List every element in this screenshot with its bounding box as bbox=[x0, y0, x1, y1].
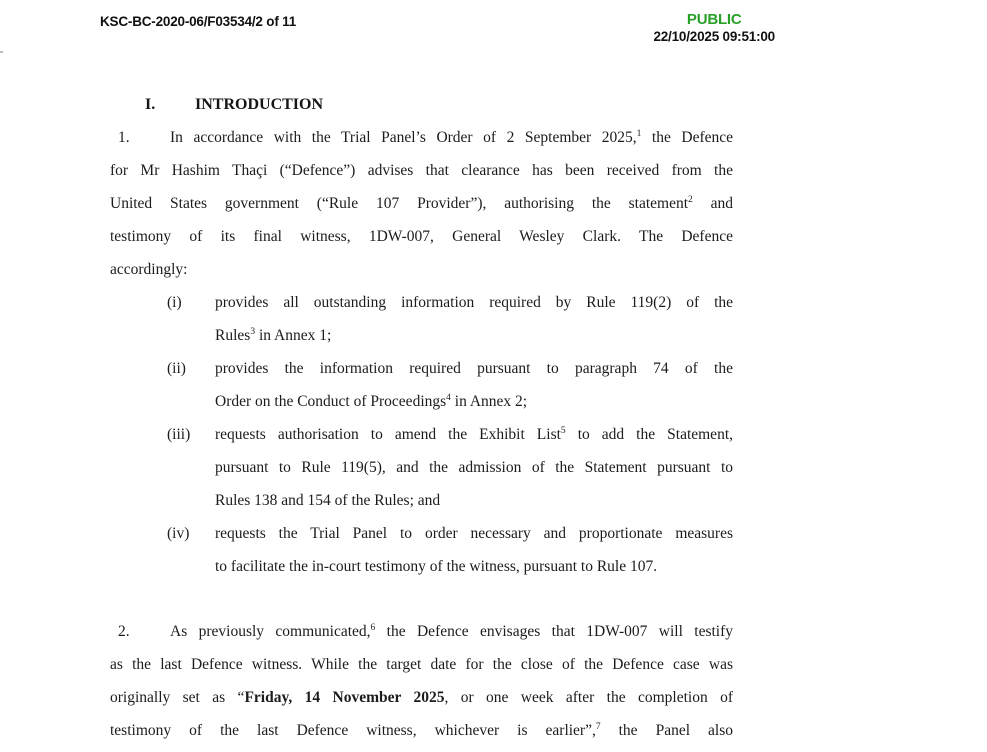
list-item bbox=[110, 352, 733, 418]
section-title: INTRODUCTION bbox=[195, 96, 324, 113]
text-line bbox=[110, 451, 733, 484]
text-run: Rules bbox=[215, 327, 251, 344]
header-case-reference: KSC-BC-2020-06/F03534/2 of 11 bbox=[100, 14, 297, 29]
text-run: the Defence envisages that 1DW-007 will testify bbox=[375, 623, 734, 640]
list-item bbox=[110, 286, 733, 352]
text-run: In accordance with the Trial Panel’s Order of 2 September 2025, bbox=[170, 129, 637, 146]
text-line bbox=[110, 154, 733, 187]
footnote-ref: 2 bbox=[688, 194, 693, 205]
text-run: provides the information required pursuant to paragraph 74 of the bbox=[215, 360, 733, 377]
footnote-ref: 5 bbox=[560, 425, 566, 436]
text-run: in Annex 1; bbox=[255, 327, 332, 344]
list-marker: (i) bbox=[167, 294, 182, 311]
text-line bbox=[110, 714, 733, 747]
footnote-ref: 4 bbox=[446, 392, 451, 403]
document-blocks bbox=[110, 121, 733, 747]
list-item bbox=[110, 517, 733, 583]
text-line bbox=[110, 517, 733, 550]
paragraph bbox=[110, 121, 733, 286]
text-line bbox=[110, 418, 733, 451]
text-run: the Defence bbox=[641, 129, 733, 146]
text-run: requests authorisation to amend the Exhibit List bbox=[215, 426, 561, 443]
text-run: Rules 138 and 154 of the Rules; and bbox=[215, 492, 441, 509]
header-right-block bbox=[653, 11, 775, 45]
text-run: requests the Trial Panel to order necessary and proportionate measures bbox=[215, 525, 733, 542]
header-timestamp: 22/10/2025 09:51:00 bbox=[653, 28, 775, 44]
footnote-ref: 6 bbox=[370, 622, 376, 633]
footnote-ref: 3 bbox=[250, 326, 256, 337]
page-edge-artifact bbox=[0, 51, 3, 53]
list-marker: (ii) bbox=[167, 360, 186, 377]
text-run: , or one week after the completion of bbox=[444, 689, 733, 706]
text-run: accordingly: bbox=[110, 261, 188, 278]
text-line bbox=[110, 648, 733, 681]
text-run: to add the Statement, bbox=[565, 426, 733, 443]
list-item bbox=[110, 418, 733, 517]
text-run: originally set as “ bbox=[110, 689, 245, 706]
list-marker: (iii) bbox=[167, 426, 191, 443]
text-run: to facilitate the in-court testimony of the witness, pursuant to Rule 107. bbox=[215, 558, 658, 575]
text-run: provides all outstanding information required by Rule 119(2) of the bbox=[215, 294, 733, 311]
text-line bbox=[110, 286, 733, 319]
section-heading bbox=[110, 88, 733, 121]
text-run: United States government (“Rule 107 Provider”), authorising the statement bbox=[110, 195, 688, 212]
text-line bbox=[110, 253, 733, 286]
text-line bbox=[110, 352, 733, 385]
text-run: for Mr Hashim Thaçi (“Defence”) advises that clearance has been received from the bbox=[110, 162, 733, 179]
text-line bbox=[110, 220, 733, 253]
text-line bbox=[110, 681, 733, 714]
text-run: the Panel also bbox=[600, 722, 733, 739]
text-line bbox=[110, 385, 733, 418]
paragraph-number: 2. bbox=[118, 623, 130, 640]
classification-label: PUBLIC bbox=[686, 11, 742, 28]
footnote-ref: 1 bbox=[636, 128, 642, 139]
text-line bbox=[110, 121, 733, 154]
text-line bbox=[110, 550, 733, 583]
bold-text: Friday, 14 November 2025 bbox=[244, 689, 445, 706]
text-run: and bbox=[692, 195, 733, 212]
text-run: testimony of its final witness, 1DW-007, General Wesley Clark. The Defence bbox=[110, 228, 733, 245]
text-line bbox=[110, 484, 733, 517]
text-run: in Annex 2; bbox=[450, 393, 528, 410]
text-run: As previously communicated, bbox=[170, 623, 371, 640]
list-marker: (iv) bbox=[167, 525, 190, 542]
text-run: as the last Defence witness. While the target date for the close of the Defence case was bbox=[110, 656, 733, 673]
text-run: testimony of the last Defence witness, whichever is earlier”, bbox=[110, 722, 596, 739]
paragraph-number: 1. bbox=[118, 129, 130, 146]
text-line bbox=[110, 615, 733, 648]
text-run: Order on the Conduct of Proceedings bbox=[215, 393, 447, 410]
text-run: pursuant to Rule 119(5), and the admission of the Statement pursuant to bbox=[215, 459, 733, 476]
document-content bbox=[110, 88, 733, 747]
paragraph bbox=[110, 615, 733, 747]
footnote-ref: 7 bbox=[595, 721, 601, 732]
text-line bbox=[110, 319, 733, 352]
text-line bbox=[110, 187, 733, 220]
section-numeral: I. bbox=[145, 96, 156, 113]
